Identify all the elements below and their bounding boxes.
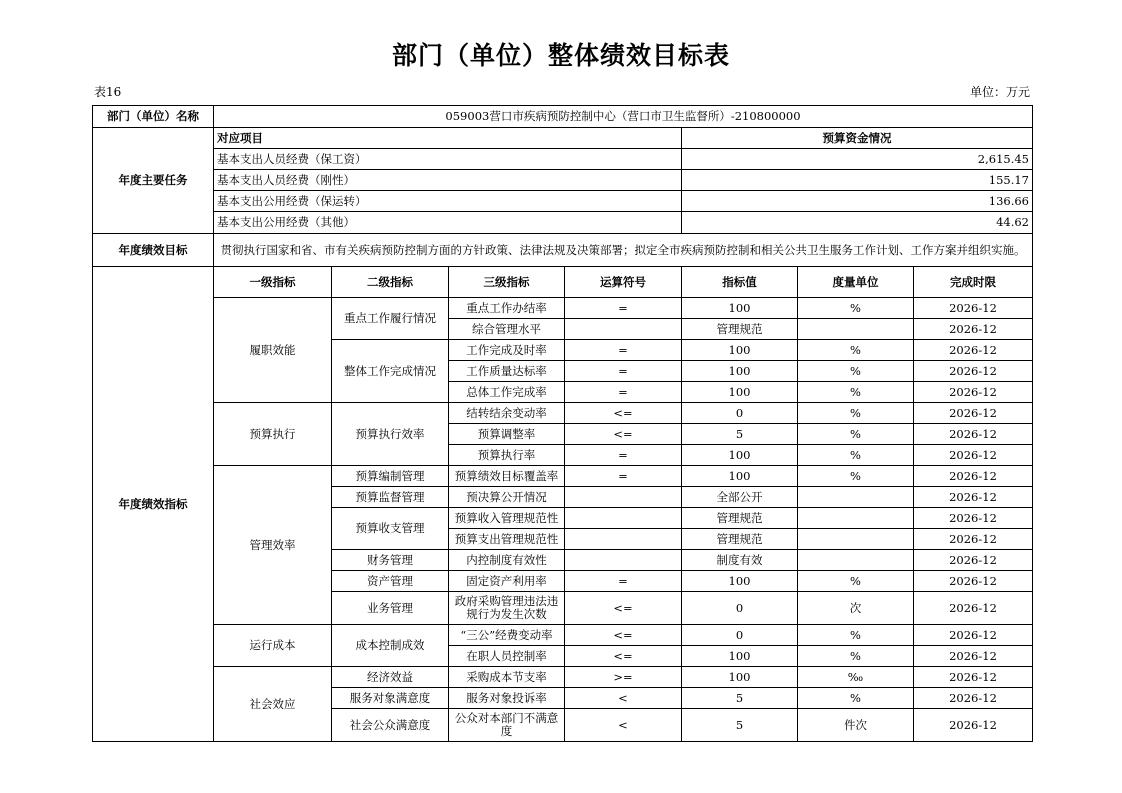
- value-cell: 100: [682, 445, 798, 466]
- task-item: 基本支出人员经费（保工资）: [214, 149, 682, 170]
- performance-table: [92, 105, 1033, 742]
- deadline-cell: 2026-12: [914, 319, 1033, 340]
- unit-cell: [798, 550, 914, 571]
- value-cell: 0: [682, 592, 798, 625]
- l2-cell: 整体工作完成情况: [332, 340, 449, 403]
- deadline-cell: 2026-12: [914, 529, 1033, 550]
- l3-cell: 工作质量达标率: [449, 361, 565, 382]
- unit-cell: %: [798, 340, 914, 361]
- unit-cell: %: [798, 466, 914, 487]
- header-l2: 二级指标: [332, 267, 449, 298]
- operator-cell: [565, 319, 682, 340]
- unit-cell: 件次: [798, 709, 914, 742]
- l1-cell: 管理效率: [214, 466, 332, 625]
- operator-cell: <=: [565, 424, 682, 445]
- header-deadline: 完成时限: [914, 267, 1033, 298]
- operator-cell: [565, 508, 682, 529]
- deadline-cell: 2026-12: [914, 382, 1033, 403]
- operator-cell: >=: [565, 667, 682, 688]
- l3-cell: “三公”经费变动率: [449, 625, 565, 646]
- l3-cell: 综合管理水平: [449, 319, 565, 340]
- value-cell: 管理规范: [682, 508, 798, 529]
- deadline-cell: 2026-12: [914, 709, 1033, 742]
- l2-cell: 预算收支管理: [332, 508, 449, 550]
- l3-cell: 服务对象投诉率: [449, 688, 565, 709]
- l3-cell: 预算支出管理规范性: [449, 529, 565, 550]
- unit-cell: [798, 319, 914, 340]
- header-l3: 三级指标: [449, 267, 565, 298]
- l2-cell: 财务管理: [332, 550, 449, 571]
- value-cell: 管理规范: [682, 529, 798, 550]
- value-cell: 100: [682, 571, 798, 592]
- value-cell: 100: [682, 646, 798, 667]
- l2-cell: 服务对象满意度: [332, 688, 449, 709]
- table-number: 表16: [94, 85, 122, 99]
- unit-cell: %: [798, 382, 914, 403]
- l3-cell: 预决算公开情况: [449, 487, 565, 508]
- header-l1: 一级指标: [214, 267, 332, 298]
- value-cell: 管理规范: [682, 319, 798, 340]
- l2-cell: 经济效益: [332, 667, 449, 688]
- deadline-cell: 2026-12: [914, 424, 1033, 445]
- unit-cell: %: [798, 298, 914, 319]
- operator-cell: <=: [565, 646, 682, 667]
- l3-cell: 固定资产利用率: [449, 571, 565, 592]
- operator-cell: =: [565, 466, 682, 487]
- header-unit: 度量单位: [798, 267, 914, 298]
- l2-cell: 重点工作履行情况: [332, 298, 449, 340]
- l3-cell: 采购成本节支率: [449, 667, 565, 688]
- l1-cell: 预算执行: [214, 403, 332, 466]
- header-operator: 运算符号: [565, 267, 682, 298]
- value-cell: 100: [682, 667, 798, 688]
- operator-cell: =: [565, 382, 682, 403]
- operator-cell: [565, 487, 682, 508]
- task-item: 基本支出公用经费（其他）: [214, 212, 682, 234]
- deadline-cell: 2026-12: [914, 361, 1033, 382]
- unit-cell: ‰: [798, 667, 914, 688]
- deadline-cell: 2026-12: [914, 667, 1033, 688]
- deadline-cell: 2026-12: [914, 646, 1033, 667]
- l2-cell: 预算执行效率: [332, 403, 449, 466]
- l3-cell: 预算绩效目标覆盖率: [449, 466, 565, 487]
- l1-cell: 运行成本: [214, 625, 332, 667]
- value-cell: 制度有效: [682, 550, 798, 571]
- value-cell: 100: [682, 361, 798, 382]
- l2-cell: 预算监督管理: [332, 487, 449, 508]
- task-item: 基本支出公用经费（保运转）: [214, 191, 682, 212]
- value-cell: 100: [682, 298, 798, 319]
- unit-cell: [798, 529, 914, 550]
- deadline-cell: 2026-12: [914, 466, 1033, 487]
- unit-cell: %: [798, 625, 914, 646]
- unit-cell: %: [798, 571, 914, 592]
- operator-cell: <=: [565, 625, 682, 646]
- unit-cell: %: [798, 445, 914, 466]
- l3-cell: 预算调整率: [449, 424, 565, 445]
- l3-cell: 政府采购管理违法违规行为发生次数: [449, 592, 565, 625]
- deadline-cell: 2026-12: [914, 625, 1033, 646]
- header-value: 指标值: [682, 267, 798, 298]
- operator-cell: =: [565, 571, 682, 592]
- operator-cell: [565, 529, 682, 550]
- deadline-cell: 2026-12: [914, 487, 1033, 508]
- deadline-cell: 2026-12: [914, 550, 1033, 571]
- l3-cell: 预算执行率: [449, 445, 565, 466]
- goal-label: 年度绩效目标: [93, 234, 214, 267]
- unit-cell: %: [798, 688, 914, 709]
- task-amount: 2,615.45: [682, 149, 1033, 170]
- deadline-cell: 2026-12: [914, 298, 1033, 319]
- l1-cell: 履职效能: [214, 298, 332, 403]
- deadline-cell: 2026-12: [914, 688, 1033, 709]
- l3-cell: 总体工作完成率: [449, 382, 565, 403]
- deadline-cell: 2026-12: [914, 445, 1033, 466]
- deadline-cell: 2026-12: [914, 403, 1033, 424]
- l3-cell: 结转结余变动率: [449, 403, 565, 424]
- value-cell: 5: [682, 688, 798, 709]
- task-amount: 155.17: [682, 170, 1033, 191]
- goal-text: 贯彻执行国家和省、市有关疾病预防控制方面的方针政策、法律法规及决策部署；拟定全市疾病预防控制和相关公共卫生服务工作计划、工作方案并组织实施。: [214, 234, 1033, 267]
- unit-cell: %: [798, 403, 914, 424]
- page-title: 部门（单位）整体绩效目标表: [391, 41, 730, 70]
- l3-cell: 预算收入管理规范性: [449, 508, 565, 529]
- l2-cell: 社会公众满意度: [332, 709, 449, 742]
- operator-cell: <: [565, 709, 682, 742]
- value-cell: 0: [682, 403, 798, 424]
- value-cell: 5: [682, 424, 798, 445]
- l2-cell: 成本控制成效: [332, 625, 449, 667]
- task-item: 基本支出人员经费（刚性）: [214, 170, 682, 191]
- value-cell: 100: [682, 382, 798, 403]
- unit-cell: %: [798, 424, 914, 445]
- value-cell: 全部公开: [682, 487, 798, 508]
- tasks-label: 年度主要任务: [93, 128, 214, 234]
- deadline-cell: 2026-12: [914, 340, 1033, 361]
- unit-cell: %: [798, 646, 914, 667]
- operator-cell: =: [565, 445, 682, 466]
- operator-cell: <: [565, 688, 682, 709]
- dept-label: 部门（单位）名称: [93, 106, 214, 128]
- operator-cell: <=: [565, 403, 682, 424]
- tasks-col-item: 对应项目: [214, 128, 682, 149]
- dept-value: 059003营口市疾病预防控制中心（营口市卫生监督所）-210800000: [214, 106, 1033, 128]
- operator-cell: [565, 550, 682, 571]
- operator-cell: <=: [565, 592, 682, 625]
- l2-cell: 预算编制管理: [332, 466, 449, 487]
- task-amount: 44.62: [682, 212, 1033, 234]
- l1-cell: 社会效应: [214, 667, 332, 742]
- operator-cell: =: [565, 340, 682, 361]
- tasks-col-fund: 预算资金情况: [682, 128, 1033, 149]
- value-cell: 100: [682, 466, 798, 487]
- l2-cell: 资产管理: [332, 571, 449, 592]
- task-amount: 136.66: [682, 191, 1033, 212]
- l3-cell: 内控制度有效性: [449, 550, 565, 571]
- unit-cell: [798, 487, 914, 508]
- value-cell: 5: [682, 709, 798, 742]
- value-cell: 0: [682, 625, 798, 646]
- deadline-cell: 2026-12: [914, 508, 1033, 529]
- l3-cell: 在职人员控制率: [449, 646, 565, 667]
- deadline-cell: 2026-12: [914, 571, 1033, 592]
- indicators-label: 年度绩效指标: [93, 267, 214, 742]
- value-cell: 100: [682, 340, 798, 361]
- operator-cell: =: [565, 298, 682, 319]
- unit-cell: %: [798, 361, 914, 382]
- deadline-cell: 2026-12: [914, 592, 1033, 625]
- l2-cell: 业务管理: [332, 592, 449, 625]
- l3-cell: 重点工作办结率: [449, 298, 565, 319]
- unit-cell: 次: [798, 592, 914, 625]
- unit-cell: [798, 508, 914, 529]
- l3-cell: 公众对本部门不满意度: [449, 709, 565, 742]
- unit-label: 单位：万元: [969, 85, 1030, 99]
- operator-cell: =: [565, 361, 682, 382]
- l3-cell: 工作完成及时率: [449, 340, 565, 361]
